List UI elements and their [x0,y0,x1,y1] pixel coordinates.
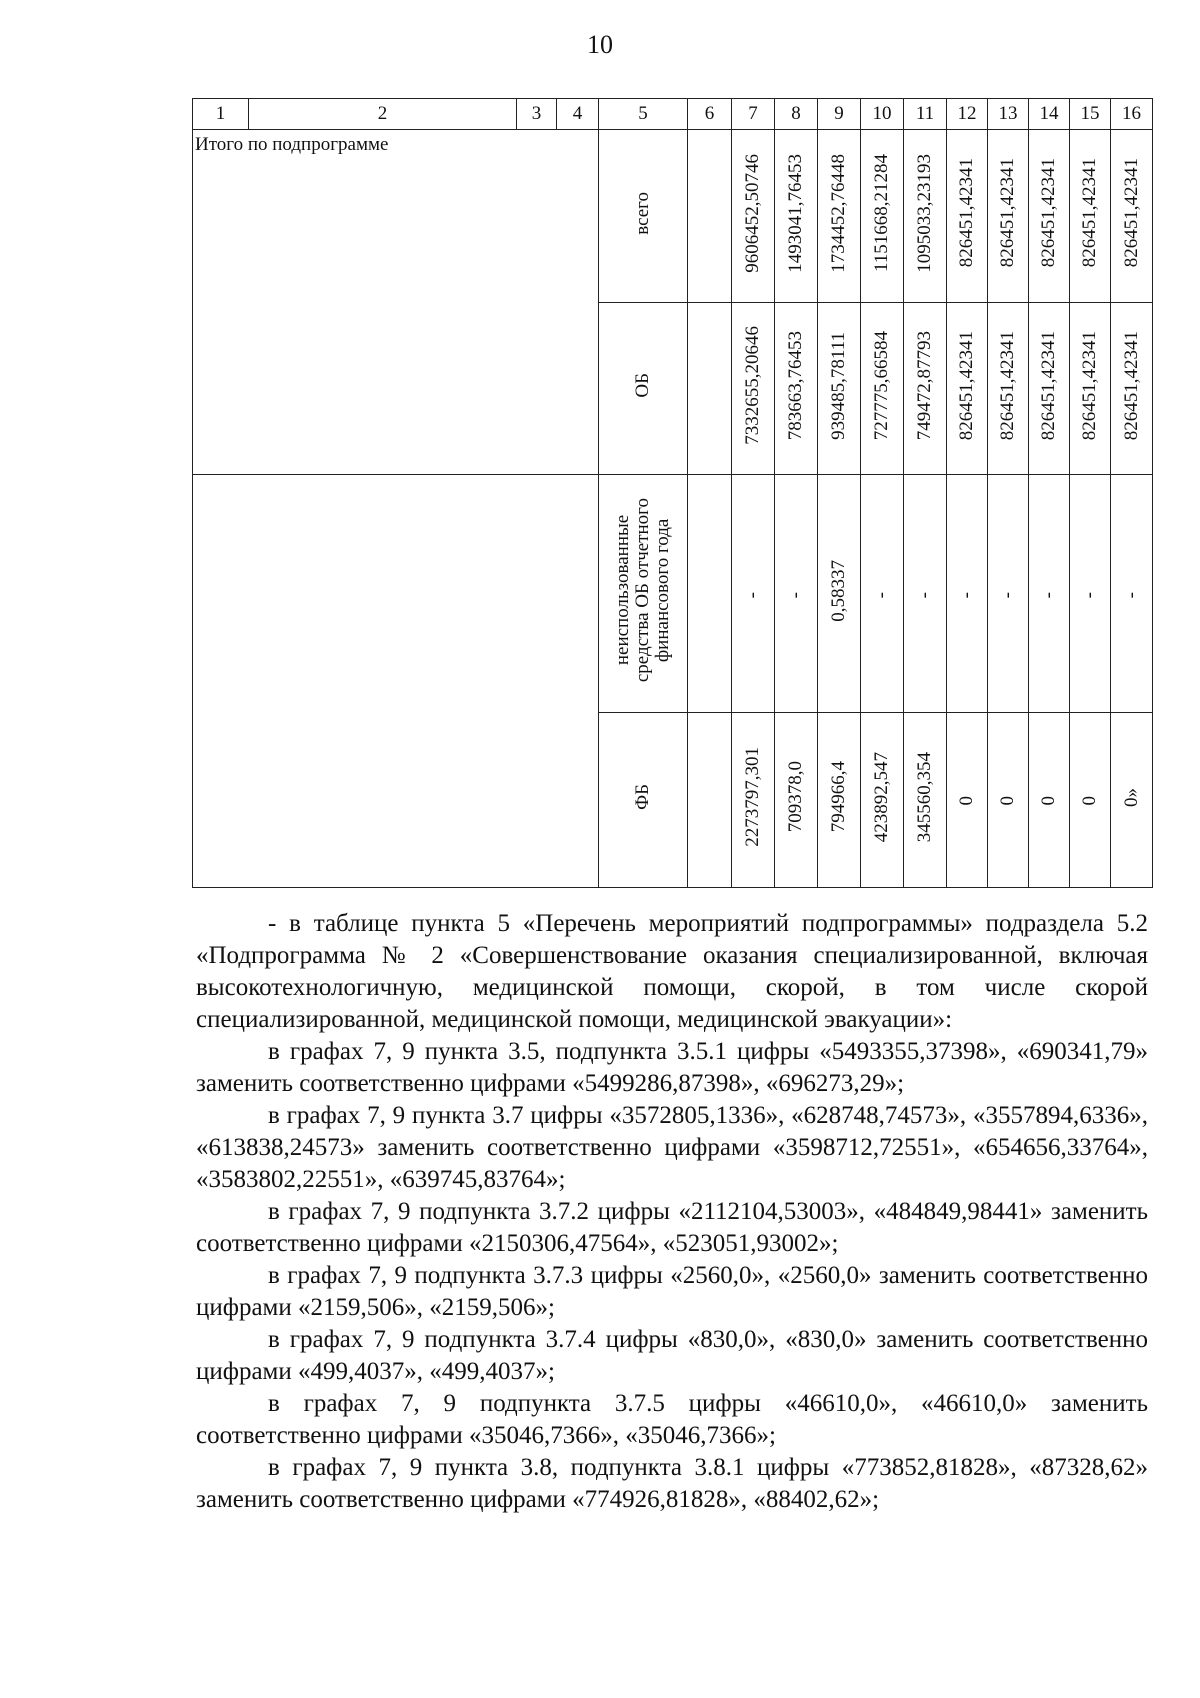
value: 794966,4 [828,761,850,833]
value: 826451,42341 [1120,158,1142,268]
value: 0,58337 [828,559,850,622]
paragraph: в графах 7, 9 пункта 3.5, подпункта 3.5.1 цифры «5493355,37398», «690341,79» заменить соответственно цифрами «5499286,87398», «696273,29»; [196,1038,1148,1097]
value: 0 [956,795,978,805]
value: 826451,42341 [997,158,1019,268]
value-cell [988,130,1029,303]
value: - [956,592,978,599]
value: 826451,42341 [956,158,978,268]
row-label-cell [599,303,688,475]
row-label-line: средства ОБ отчетного [632,498,654,683]
value-cell [775,475,818,713]
value: 826451,42341 [1038,158,1060,268]
value-cell [818,475,861,713]
value: - [871,592,893,599]
value-cell [1029,130,1070,303]
value: 1151668,21284 [871,153,893,273]
row-label-cell [599,130,688,303]
value: 826451,42341 [1120,330,1142,441]
value-cell [1029,475,1070,713]
subprogram-total-title: Итого по подпрограмме [193,130,599,475]
row-label-cell [599,475,688,713]
value: 826451,42341 [997,330,1019,441]
header-cell: 15 [1070,99,1111,130]
value-cell [1111,303,1153,475]
value-cell [947,303,988,475]
header-cell: 3 [517,99,557,130]
value-cell [1070,303,1111,475]
empty-cell [688,303,732,475]
value: 749472,87793 [914,330,936,441]
row-label: ФБ [632,784,654,810]
value: - [785,592,807,599]
value: 345560,354 [914,751,936,843]
value: 7332655,20646 [742,326,764,445]
row-label-cell [599,713,688,888]
row-label: всего [632,191,654,235]
value: 2273797,301 [742,747,764,847]
value: - [1038,592,1060,599]
value: 826451,42341 [1079,158,1101,268]
header-cell: 4 [557,99,599,130]
value: 826451,42341 [1079,330,1101,441]
value: - [1079,592,1101,599]
value-cell [904,130,947,303]
value-cell [818,130,861,303]
value-cell [1029,713,1070,888]
value-cell [818,303,861,475]
row-label: ОБ [632,373,654,398]
value: 0» [1120,787,1142,807]
empty-cell [193,475,599,888]
value-cell [732,713,775,888]
row-label-line: неиспользованные [612,515,634,666]
value-cell [947,475,988,713]
value-cell [904,713,947,888]
budget-table [192,98,1153,888]
header-cell: 2 [249,99,517,130]
value-cell [988,303,1029,475]
value-cell [861,713,904,888]
value-cell [947,130,988,303]
value-cell [732,475,775,713]
value-cell [775,130,818,303]
value-cell [904,475,947,713]
value: 423892,547 [871,751,893,843]
header-cell: 14 [1029,99,1070,130]
value: 1734452,76448 [828,153,850,273]
value-cell [1111,130,1153,303]
value: 1095033,23193 [914,153,936,273]
value-cell [1111,475,1153,713]
header-cell: 1 [193,99,249,130]
value-cell [861,130,904,303]
header-cell: 5 [599,99,688,130]
value: 783663,76453 [785,330,807,441]
paragraph: в графах 7, 9 пункта 3.8, подпункта 3.8.1 цифры «773852,81828», «87328,62» заменить соответственно цифрами «774926,81828», «88402,62»; [196,1454,1148,1513]
paragraph: в графах 7, 9 пункта 3.7 цифры «3572805,1336», «628748,74573», «3557894,6336», «613838,24573» заменить соответственно цифрами «3598712,72551», «654656,33764», «3583802,22551», «639745,83764»; [196,1102,1148,1193]
page-number: 10 [587,30,613,59]
amendment-text [196,908,1148,1516]
value-cell [861,303,904,475]
value: 939485,78111 [828,331,850,440]
value: 826451,42341 [956,330,978,441]
value-cell [818,713,861,888]
value: - [997,592,1019,599]
empty-cell [688,475,732,713]
value-cell [1111,713,1153,888]
value: - [742,592,764,599]
paragraph: в графах 7, 9 подпункта 3.7.5 цифры «46610,0», «46610,0» заменить соответственно цифрами «35046,7366», «35046,7366»; [196,1390,1148,1449]
value: - [914,592,936,599]
table-row [193,475,1153,713]
value: 1493041,76453 [785,153,807,273]
paragraph: в графах 7, 9 подпункта 3.7.2 цифры «2112104,53003», «484849,98441» заменить соответственно цифрами «2150306,47564», «523051,93002»; [196,1198,1148,1257]
value: 826451,42341 [1038,330,1060,441]
value: 0 [1079,795,1101,805]
header-cell: 9 [818,99,861,130]
empty-cell [688,713,732,888]
header-cell: 8 [775,99,818,130]
row-label-line: финансового года [651,518,673,663]
table-row [193,130,1153,303]
value-cell [861,475,904,713]
header-row [193,99,1153,130]
value: - [1120,592,1142,599]
value: 0 [997,795,1019,805]
empty-cell [688,130,732,303]
value: 0 [1038,795,1060,805]
value-cell [1029,303,1070,475]
header-cell: 11 [904,99,947,130]
header-cell: 6 [688,99,732,130]
value: 727775,66584 [871,330,893,441]
value-cell [732,303,775,475]
value-cell [1070,475,1111,713]
value-cell [775,303,818,475]
value-cell [947,713,988,888]
paragraph: в графах 7, 9 подпункта 3.7.4 цифры «830,0», «830,0» заменить соответственно цифрами «499,4037», «499,4037»; [196,1326,1148,1385]
value-cell [988,475,1029,713]
paragraph: - в таблице пункта 5 «Перечень мероприятий подпрограммы» подраздела 5.2 «Подпрограмма № 2 «Совершенствование оказания специализированной, включая высокотехнологичную, медицинской помощи, скорой, в том числе скорой специализированной, медицинской помощи, медицинской эвакуации»: [196,910,1148,1033]
header-cell: 16 [1111,99,1153,130]
value: 9606452,50746 [742,153,764,273]
value: 709378,0 [785,761,807,833]
value-cell [775,713,818,888]
header-cell: 10 [861,99,904,130]
header-cell: 13 [988,99,1029,130]
header-cell: 7 [732,99,775,130]
row-label [613,498,673,682]
value-cell [988,713,1029,888]
paragraph: в графах 7, 9 подпункта 3.7.3 цифры «2560,0», «2560,0» заменить соответственно цифрами «2159,506», «2159,506»; [196,1262,1148,1321]
value-cell [1070,130,1111,303]
value-cell [1070,713,1111,888]
header-cell: 12 [947,99,988,130]
value-cell [904,303,947,475]
value-cell [732,130,775,303]
